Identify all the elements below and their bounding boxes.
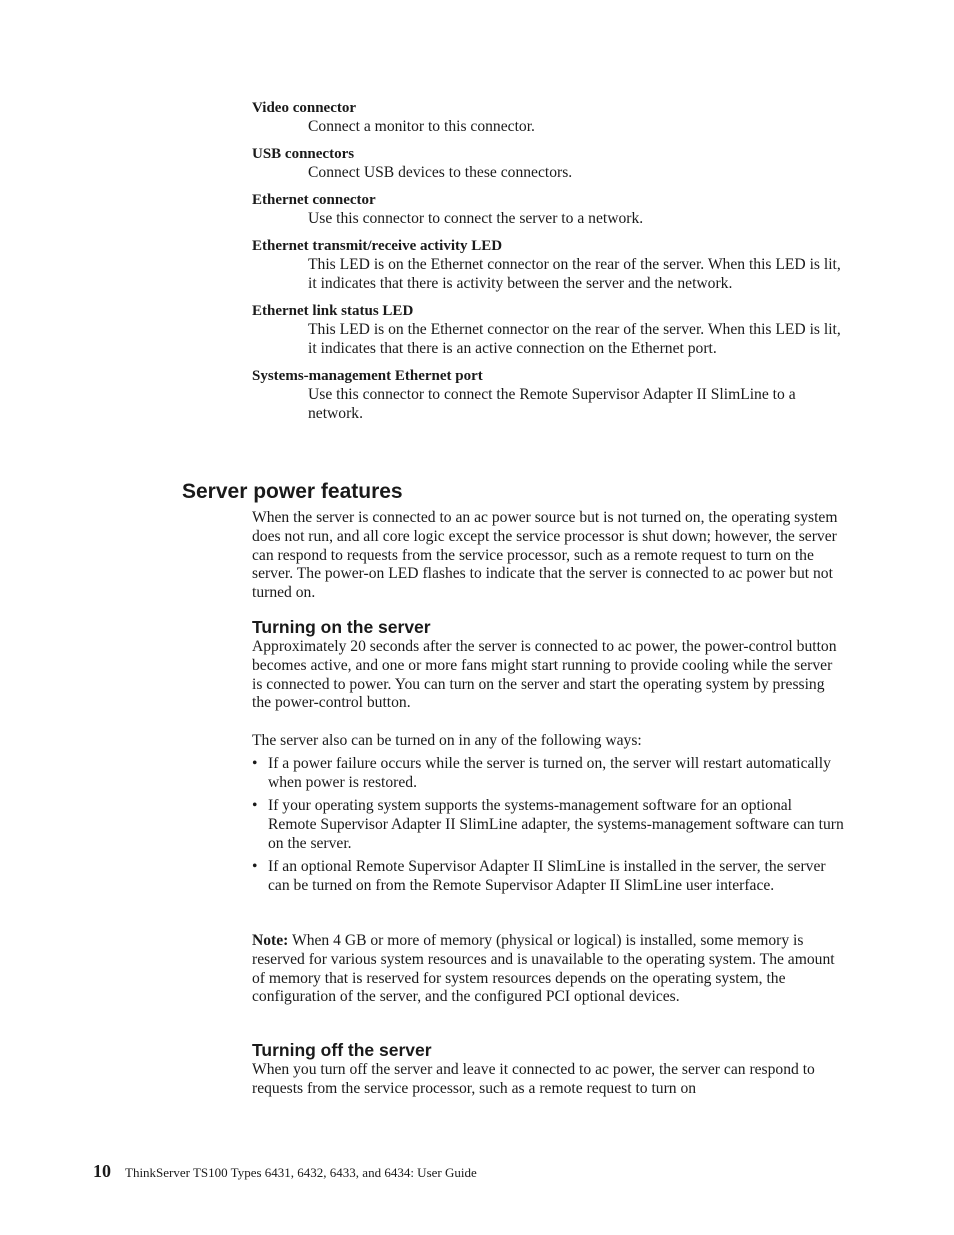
term-description: This LED is on the Ethernet connector on the rear of the server. When this LED is lit, it indicates that there is an active connection on the Ethernet port.	[308, 321, 841, 357]
term-description: Connect USB devices to these connectors.	[308, 164, 573, 181]
term-usb-connectors	[252, 145, 852, 182]
connector-descriptions	[252, 99, 852, 432]
term-title: Ethernet link status LED	[252, 303, 414, 319]
term-ethernet-link-led	[252, 302, 852, 358]
bullet-icon: •	[252, 755, 258, 772]
footer-title: ThinkServer TS100 Types 6431, 6432, 6433, and 6434: User Guide	[125, 1165, 477, 1180]
term-description: This LED is on the Ethernet connector on the rear of the server. When this LED is lit, it indicates that there is activity between the server and the network.	[308, 256, 841, 292]
term-video-connector	[252, 99, 852, 136]
page-footer	[93, 1161, 793, 1183]
memory-note	[252, 932, 844, 1007]
term-title: Video connector	[252, 100, 357, 116]
list-item-text: If an optional Remote Supervisor Adapter II SlimLine is installed in the server, the server can be turned on from the Remote Supervisor Adapter II SlimLine user interface.	[268, 857, 826, 894]
turn-on-ways-list	[252, 755, 844, 900]
term-title: Systems-management Ethernet port	[252, 368, 483, 384]
term-title: Ethernet transmit/receive activity LED	[252, 238, 503, 254]
subsection-heading-turning-on: Turning on the server	[252, 617, 431, 637]
note-text: When 4 GB or more of memory (physical or logical) is installed, some memory is reserved for various system resources and is unavailable to the operating system. The amount of memory that is reserved for system resources depends on the operating system, the configuration of the server, and the configured PCI optional devices.	[252, 932, 835, 1006]
list-item	[252, 858, 844, 896]
list-item	[252, 797, 844, 853]
term-title: USB connectors	[252, 146, 355, 162]
note-label: Note:	[252, 932, 289, 949]
term-ethernet-activity-led	[252, 237, 852, 293]
list-item-text: If a power failure occurs while the server is turned on, the server will restart automatically when power is restored.	[268, 755, 831, 791]
term-description: Connect a monitor to this connector.	[308, 118, 535, 135]
term-description: Use this connector to connect the Remote Supervisor Adapter II SlimLine to a network.	[308, 386, 796, 422]
term-description: Use this connector to connect the server to a network.	[308, 210, 644, 227]
bullet-icon: •	[252, 797, 258, 815]
turning-on-ways-intro: The server also can be turned on in any of the following ways:	[252, 732, 642, 749]
subsection-heading-turning-off: Turning off the server	[252, 1040, 432, 1060]
bullet-icon: •	[252, 857, 258, 875]
turning-on-paragraph: Approximately 20 seconds after the server is connected to ac power, the power-control button becomes active, and one or more fans might start running to provide cooling while the server is connected to power. You can turn on the server and start the operating system by pressing the power-control button.	[252, 638, 837, 712]
term-systems-management-port	[252, 367, 852, 423]
turning-off-paragraph: When you turn off the server and leave it connected to ac power, the server can respond to requests from the service processor, such as a remote request to turn on	[252, 1061, 815, 1097]
section-heading-power-features: Server power features	[182, 480, 403, 503]
list-item	[252, 755, 844, 793]
page-number: 10	[93, 1161, 111, 1181]
list-item-text: If your operating system supports the systems-management software for an optional Remote Supervisor Adapter II SlimLine adapter, the systems-management software can turn on the server.	[268, 797, 844, 852]
term-title: Ethernet connector	[252, 192, 376, 208]
term-ethernet-connector	[252, 191, 852, 228]
power-intro-paragraph: When the server is connected to an ac power source but is not turned on, the operating system does not run, and all core logic except the service processor is shut down; however, the server can respond to requests from the service processor, such as a remote request to turn on the server. The power-on LED flashes to indicate that the server is connected to ac power but not turned on.	[252, 509, 838, 602]
